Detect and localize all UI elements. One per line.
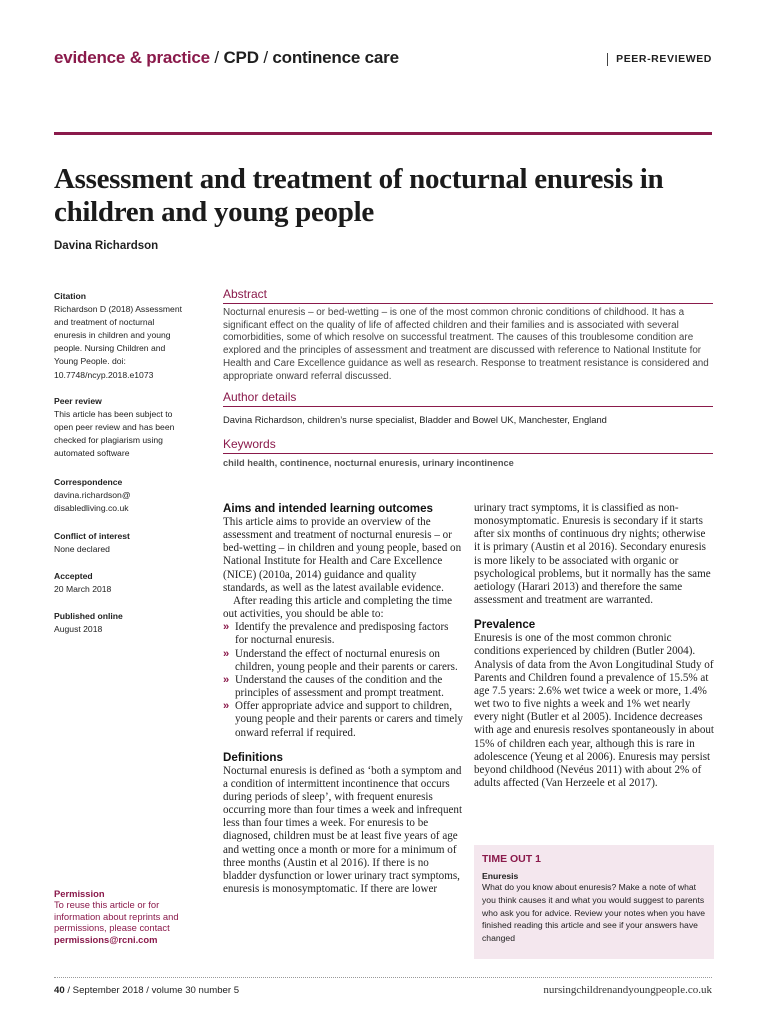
published-heading: Published online xyxy=(54,611,123,621)
accepted-date: 20 March 2018 xyxy=(54,584,112,595)
published-date: August 2018 xyxy=(54,624,103,635)
abstract-heading: Abstract xyxy=(223,287,268,301)
author-details-rule xyxy=(223,406,713,407)
section-breadcrumb xyxy=(54,48,399,68)
time-out-title: TIME OUT 1 xyxy=(482,853,541,865)
conflict-heading: Conflict of interest xyxy=(54,531,130,541)
body-column-right xyxy=(474,502,714,790)
citation-heading: Citation xyxy=(54,291,86,301)
body-column-left xyxy=(223,502,463,896)
time-out-box xyxy=(474,845,714,959)
permission-block xyxy=(54,888,186,945)
permission-email[interactable]: permissions@rcni.com xyxy=(54,933,158,945)
issue-info: / September 2018 / volume 30 number 5 xyxy=(67,985,240,996)
keywords-text: child health, continence, nocturnal enuresis, urinary incontinence xyxy=(223,458,514,468)
conflict-block xyxy=(54,530,186,556)
aims-paragraph: This article aims to provide an overview of the assessment and treatment of nocturnal enuresis – or bed-wetting – in children and young people, based on National Institute for Health and Care Excellence (NICE) (2010a, 2014) guidance and quality standards, as well as the latest available evidence. xyxy=(223,516,462,594)
learning-outcomes-list xyxy=(223,621,463,739)
correspondence-email[interactable]: davina.richardson@ disabledliving.co.uk xyxy=(54,490,131,514)
peer-review-heading: Peer review xyxy=(54,396,102,406)
accepted-block xyxy=(54,570,186,596)
definitions-paragraph: Nocturnal enuresis is defined as ‘both a symptom and a condition of intermittent incontinence that occurs during periods of sleep’, with frequent enuresis occurring more than four times a week and infrequent less than four times a week. For enuresis to be diagnosed, children must be at least five years of age and wetting once a month or more for a minimum of three months (Austin et al 2016). If there is no bladder dysfunction or lower urinary tract symptoms, enuresis is monosymptomatic. If there are lower xyxy=(223,764,463,896)
time-out-text: What do you know about enuresis? Make a note of what you think causes it and what you would suggest to parents who ask you for advice. Review your notes when you have finished reading this article and see if your answers have changed xyxy=(482,882,706,944)
list-item: » Understand the effect of nocturnal enuresis on children, young people and their parents or carers. xyxy=(223,648,463,674)
aims-heading: Aims and intended learning outcomes xyxy=(223,502,434,515)
author-details-text: Davina Richardson, children’s nurse specialist, Bladder and Bowel UK, Manchester, England xyxy=(223,414,607,425)
peer-reviewed-badge: PEER-REVIEWED xyxy=(607,53,712,66)
peer-review-block xyxy=(54,395,186,460)
permission-text: To reuse this article or for information about reprints and permissions, please contact xyxy=(54,899,179,934)
citation-text: Richardson D (2018) Assessment and treatment of nocturnal enuresis in children and young people. Nursing Children and Young People. doi: 10.7748/ncyp.2018.e1073 xyxy=(54,304,183,380)
footer-issue-info xyxy=(54,985,239,996)
list-item: » Identify the prevalence and predisposing factors for nocturnal enuresis. xyxy=(223,621,463,647)
keywords-rule xyxy=(223,453,713,454)
list-item: » Understand the causes of the condition and the principles of assessment and prompt treatment. xyxy=(223,674,463,700)
breadcrumb-topic: continence care xyxy=(272,48,399,67)
breadcrumb-sep: / xyxy=(214,48,219,67)
definitions-continued: urinary tract symptoms, it is classified as non-monosymptomatic. Enuresis is secondary if it starts after six months of continuous dry nights; otherwise it is primary (Austin et al 2016). Secondary enuresis is more likely to be associated with organic or psychological problems, but it normally has the same aetiology (Harari 2013) and therefore the same assessment and treatment are warranted. xyxy=(474,502,711,607)
header-divider xyxy=(54,132,712,135)
abstract-rule xyxy=(223,303,713,304)
correspondence-heading: Correspondence xyxy=(54,477,123,487)
definitions-heading: Definitions xyxy=(223,750,283,764)
breadcrumb-cpd: CPD xyxy=(223,48,259,67)
breadcrumb-section: evidence & practice xyxy=(54,48,210,67)
accepted-heading: Accepted xyxy=(54,571,93,581)
prevalence-paragraph: Enuresis is one of the most common chronic conditions experienced by children (Butler 2004). Analysis of data from the Avon Longitudinal Study of Parents and Children found a prevalence of 15.5% at age 7.5 years: 2.6% wet twice a week or more, 1.4% wet two to five nights a week and 1% wet nearly every night (Butler et al 2005). Incidence decreases with age and enuresis resolves spontaneously in about 15% of children each year, although this is rare in adolescence (Yeung et al 2006). Enuresis may persist beyond childhood (Nevéus 2011) with about 2% of adults affected (Van Herzeele et al 2017). xyxy=(474,632,715,789)
citation-block xyxy=(54,290,186,382)
prevalence-heading: Prevalence xyxy=(474,618,536,632)
page-number: 40 xyxy=(54,985,65,996)
article-title: Assessment and treatment of nocturnal enuresis in children and young people xyxy=(54,163,664,228)
breadcrumb-sep-2: / xyxy=(263,48,268,67)
list-item: » Offer appropriate advice and support to children, young people and their parents or carers and timely onward referral if required. xyxy=(223,700,463,739)
permission-heading: Permission xyxy=(54,888,105,899)
abstract-text: Nocturnal enuresis – or bed-wetting – is one of the most common chronic conditions of childhood. It has a significant effect on the quality of life of affected children and their families and is associated with several comorbidities, some of which resolve on successful treatment. The causes of this troublesome condition are explored and the principles of assessment and treatment are discussed with reference to National Institute for Health and Care Excellence guidance as well as research. Response to treatment resistance is considered and appropriate onward referral discussed. xyxy=(223,307,709,382)
author-name: Davina Richardson xyxy=(54,240,159,252)
footer-website[interactable]: nursingchildrenandyoungpeople.co.uk xyxy=(543,984,712,996)
author-details-heading: Author details xyxy=(223,390,297,404)
aims-paragraph-2: After reading this article and completing the time out activities, you should be able to: xyxy=(223,594,453,621)
peer-review-text: This article has been subject to open peer review and has been checked for plagiarism using automated software xyxy=(54,409,175,459)
time-out-subtitle: Enuresis xyxy=(482,871,519,881)
correspondence-block xyxy=(54,476,186,515)
footer-divider xyxy=(54,977,712,978)
conflict-text: None declared xyxy=(54,544,110,555)
published-block xyxy=(54,610,186,636)
keywords-heading: Keywords xyxy=(223,437,276,451)
